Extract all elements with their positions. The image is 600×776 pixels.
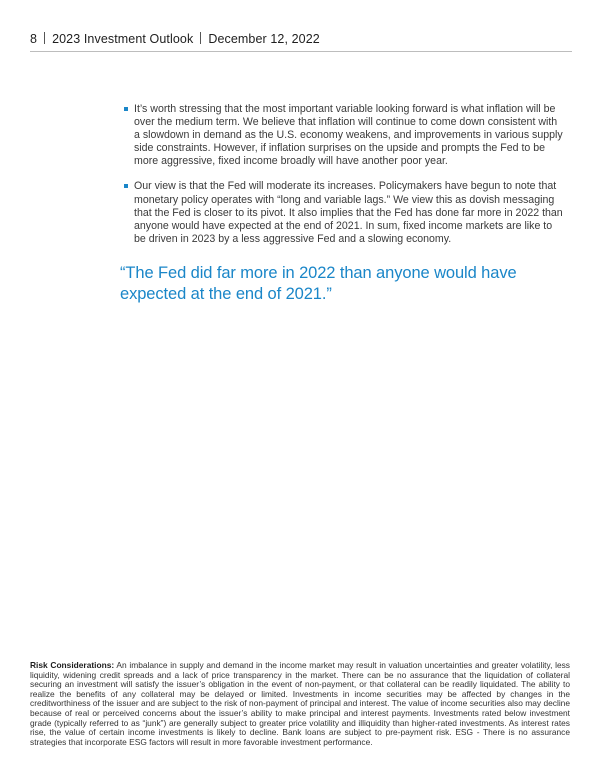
risk-label: Risk Considerations: (30, 660, 115, 670)
risk-considerations (30, 661, 570, 747)
bullet-text: It’s worth stressing that the most important variable looking forward is what inflation will be over the medium term. We believe that inflation will continue to come down consistent with a slowdown in demand as the U.S. economy weakens, and improvements in various supply side constraints. However, if inflation surprises on the upside and prompts the Fed to be more aggressive, fixed income broadly will have another poor year. (134, 103, 563, 168)
bullet-text: Our view is that the Fed will moderate its increases. Policymakers have begun to note that monetary policy operates with “long and variable lags.” We view this as dovish messaging that the Fed is closer to its pivot. It also implies that the Fed has done far more in 2022 than anyone would have expected at the end of 2021. In sum, fixed income markets are like to be driven in 2023 by a less aggressive Fed and a slowing economy. (134, 180, 563, 245)
page-header (30, 32, 320, 46)
bullet-list (124, 103, 564, 258)
risk-text: An imbalance in supply and demand in the income market may result in valuation uncertainties and greater volatility, less liquidity, widening credit spreads and a lack of price transparency in the market. There can be no assurance that the liquidation of collateral securing an investment will satisfy the issuer’s obligation in the event of non-payment, or that collateral can be readily liquidated. The ability to realize the benefits of any collateral may be delayed or limited. Investments in income securities may be affected by changes in the creditworthiness of the issuer and are subject to the risk of non-payment of principal and interest. The value of income securities also may decline because of real or perceived concerns about the issuer’s ability to make principal and interest payments. Investments rated below investment grade (typically referred to as “junk”) are generally subject to greater price volatility and illiquidity than higher-rated investments. As interest rates rise, the value of certain income investments is likely to decline. Bank loans are subject to pre-payment risk. ESG - There is no assurance strategies that incorporate ESG factors will result in more favorable investment performance. (30, 660, 570, 747)
header-divider (200, 32, 201, 44)
header-rule (30, 51, 572, 52)
page-number: 8 (30, 32, 38, 46)
bullet-item-inflation (124, 103, 564, 168)
bullet-square-icon (124, 184, 128, 188)
bullet-item-fed-view (124, 180, 564, 245)
bullet-square-icon (124, 107, 128, 111)
publication-title: 2023 Investment Outlook (52, 32, 194, 46)
pull-quote: “The Fed did far more in 2022 than anyone would have expected at the end of 2021.” (120, 264, 517, 303)
publication-date: December 12, 2022 (208, 32, 320, 46)
header-divider (44, 32, 45, 44)
